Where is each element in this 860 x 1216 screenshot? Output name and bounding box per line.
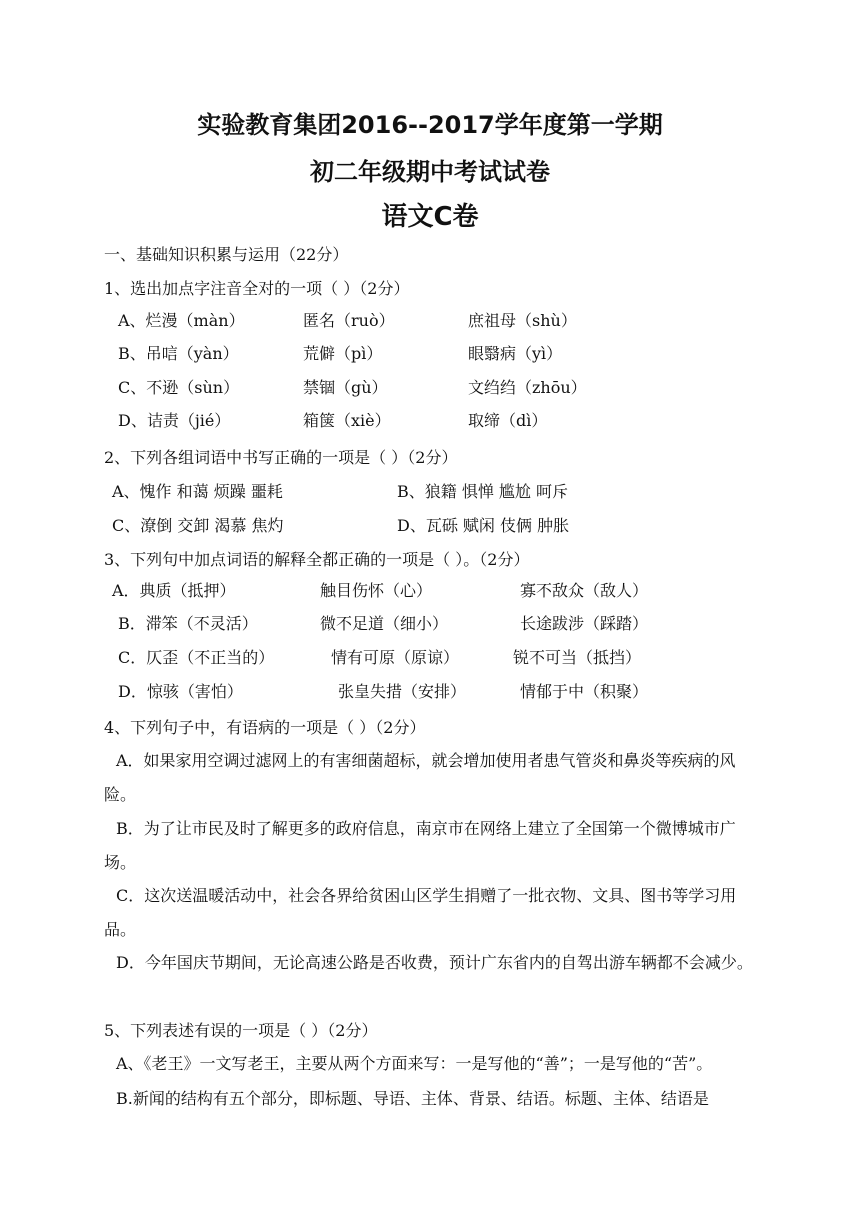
option-item: B、吊唁（yàn） xyxy=(118,344,239,363)
question-4-stem: 4、下列句子中，有语病的一项是（ ）（2分） xyxy=(104,718,426,737)
question-4-option-d: D．今年国庆节期间，无论高速公路是否收费，预计广东省内的自驾出游车辆都不会减少。 xyxy=(116,953,753,972)
option-item: D、瓦砾 赋闲 伎俩 肿胀 xyxy=(397,516,570,535)
exam-title-school: 实验教育集团2016--2017学年度第一学期 xyxy=(197,111,663,139)
option-item: 禁锢（gù） xyxy=(303,378,388,397)
question-2-stem: 2、下列各组词语中书写正确的一项是（ ）（2分） xyxy=(104,448,458,467)
question-4-option-c: C．这次送温暖活动中，社会各界给贫困山区学生捐赠了一批衣物、文具、图书等学习用品。 xyxy=(104,886,737,939)
question-3-stem: 3、下列句中加点词语的解释全都正确的一项是（ ）。（2分） xyxy=(104,550,530,569)
option-item: A．典质（抵押） xyxy=(112,581,236,600)
option-item: 触目伤怀（心） xyxy=(320,581,433,600)
question-5-stem: 5、下列表述有误的一项是（ ）（2分） xyxy=(104,1021,378,1040)
exam-title-grade: 初二年级期中考试试卷 xyxy=(310,158,550,186)
option-item: B、狼籍 惧惮 尴尬 呵斥 xyxy=(397,482,569,501)
option-item: D．惊骇（害怕） xyxy=(118,682,243,701)
option-item: 荒僻（pì） xyxy=(303,344,383,363)
option-item: C、不逊（sùn） xyxy=(118,378,240,397)
question-4-option-b: B．为了让市民及时了解更多的政府信息，南京市在网络上建立了全国第一个微博城市广场。 xyxy=(104,819,736,872)
option-item: 寡不敌众（敌人） xyxy=(520,581,649,600)
option-item: A、烂漫（màn） xyxy=(118,311,245,330)
option-item: A、愧作 和蔼 烦躁 噩耗 xyxy=(112,482,283,501)
option-item: 锐不可当（抵挡） xyxy=(513,648,642,667)
option-item: 张皇失措（安排） xyxy=(338,682,467,701)
option-item: 情郁于中（积聚） xyxy=(520,682,649,701)
exam-title-subject: 语文C卷 xyxy=(381,202,479,232)
option-item: 箱箧（xiè） xyxy=(303,411,391,430)
section-heading: 一、基础知识积累与运用（22分） xyxy=(104,245,349,264)
option-item: 庶祖母（shù） xyxy=(468,311,577,330)
option-item: 微不足道（细小） xyxy=(320,614,449,633)
option-item: C、潦倒 交卸 渴慕 焦灼 xyxy=(112,516,284,535)
option-item: 长途跋涉（踩踏） xyxy=(520,614,649,633)
option-item: 文绉绉（zhōu） xyxy=(468,378,587,397)
option-item: 取缔（dì） xyxy=(468,411,548,430)
question-4-option-a: A．如果家用空调过滤网上的有害细菌超标，就会增加使用者患气管炎和鼻炎等疾病的风险。 xyxy=(104,751,736,804)
option-item: C．仄歪（不正当的） xyxy=(118,648,275,667)
question-5-option-b: B.新闻的结构有五个部分，即标题、导语、主体、背景、结语。标题、主体、结语是 xyxy=(116,1089,709,1108)
option-item: B．滞笨（不灵活） xyxy=(118,614,258,633)
option-item: 匿名（ruò） xyxy=(303,311,395,330)
question-1-stem: 1、选出加点字注音全对的一项（ ）（2分） xyxy=(104,279,410,298)
question-5-option-a: A、《老王》一文写老王，主要从两个方面来写：一是写他的“善”；一是写他的“苦”。 xyxy=(116,1054,713,1073)
option-item: D、诘责（jié） xyxy=(118,411,231,430)
option-item: 眼翳病（yì） xyxy=(468,344,563,363)
option-item: 情有可原（原谅） xyxy=(331,648,460,667)
